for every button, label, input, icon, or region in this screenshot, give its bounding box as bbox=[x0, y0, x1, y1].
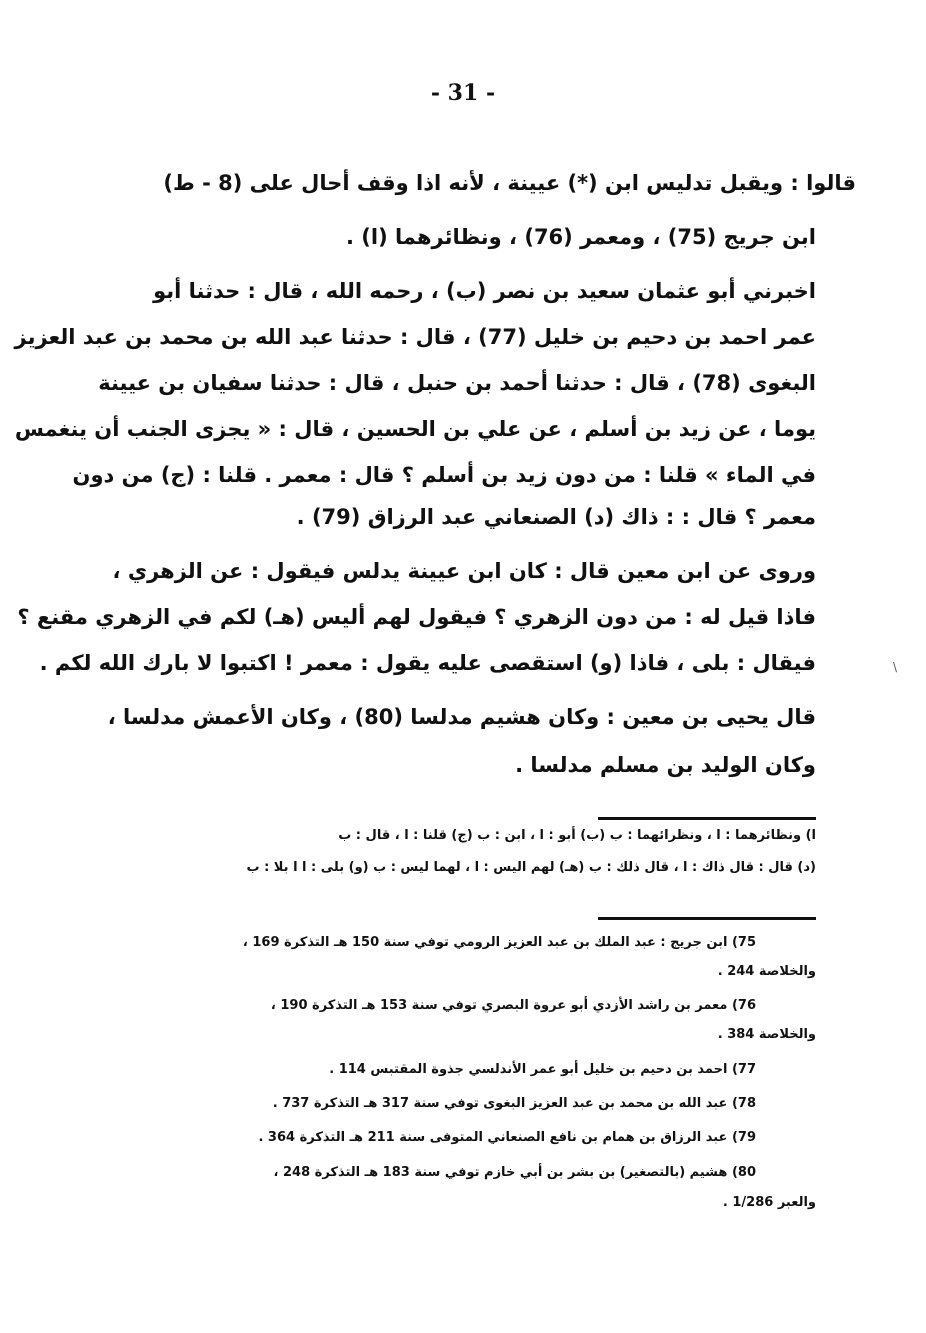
body-line: عمر احمد بن دحيم بن خليل (77) ، قال : حدثنا عبد الله بن محمد بن عبد العزيز bbox=[14, 325, 816, 349]
footnote: 78) عبد الله بن محمد بن عبد العزيز البغوى توفي سنة 317 هـ التذكرة 737 . bbox=[272, 1096, 756, 1111]
page-number: - 31 - bbox=[430, 80, 496, 106]
footnote: والعبر 1/286 . bbox=[722, 1195, 816, 1210]
footnote: 80) هشيم (بالتصغير) بن بشر بن أبي خازم توفي سنة 183 هـ التذكرة 248 ، bbox=[273, 1165, 756, 1180]
margin-mark: \ bbox=[893, 660, 898, 674]
body-line: وروى عن ابن معين قال : كان ابن عيينة يدلس فيقول : عن الزهري ، bbox=[112, 559, 816, 583]
footnote: والخلاصة 384 . bbox=[717, 1027, 816, 1042]
body-line: وكان الوليد بن مسلم مدلسا . bbox=[515, 753, 816, 777]
body-line: قال يحيى بن معين : وكان هشيم مدلسا (80) ، وكان الأعمش مدلسا ، bbox=[107, 705, 816, 729]
body-line: فيقال : بلى ، فاذا (و) استقصى عليه يقول : معمر ! اكتبوا لا بارك الله لكم . bbox=[39, 651, 816, 675]
footnote: 79) عبد الرزاق بن همام بن نافع الصنعاني المتوفى سنة 211 هـ التذكرة 364 . bbox=[258, 1130, 756, 1145]
variant-note: (د) قال : قال ذاك : ا ، قال ذلك : ب (هـ) لهم اليس : ا ، لهما ليس : ب (و) بلى : ا ا بلا : ب bbox=[246, 860, 816, 875]
footnote: 77) احمد بن دحيم بن خليل أبو عمر الأندلسي جذوة المقتبس 114 . bbox=[329, 1062, 756, 1077]
variant-notes-rule bbox=[598, 817, 816, 820]
footnote: والخلاصة 244 . bbox=[717, 964, 816, 979]
body-line: في الماء » قلنا : من دون زيد بن أسلم ؟ قال : معمر . قلنا : (ج) من دون bbox=[72, 463, 816, 487]
variant-note: ا) ونظائرهما : ا ، ونظرائهما : ب (ب) أبو : ا ، ابن : ب (ج) قلنا : ا ، قال : ب bbox=[338, 828, 816, 843]
footnote: 75) ابن جريج : عبد الملك بن عبد العزيز الرومي توفي سنة 150 هـ التذكرة 169 ، bbox=[242, 935, 756, 950]
body-line: يوما ، عن زيد بن أسلم ، عن علي بن الحسين ، قال : « يجزى الجنب أن ينغمس bbox=[14, 417, 816, 441]
body-line: معمر ؟ قال : : ذاك (د) الصنعاني عبد الرزاق (79) . bbox=[296, 505, 816, 529]
footnote: 76) معمر بن راشد الأزدي أبو عروة البصري توفي سنة 153 هـ التذكرة 190 ، bbox=[270, 998, 756, 1013]
footnotes-rule bbox=[598, 917, 816, 920]
body-line: البغوى (78) ، قال : حدثنا أحمد بن حنبل ، قال : حدثنا سفيان بن عيينة bbox=[98, 371, 816, 395]
body-line: فاذا قيل له : من دون الزهري ؟ فيقول لهم أليس (هـ) لكم في الزهري مقنع ؟ bbox=[17, 605, 816, 629]
body-line: اخبرني أبو عثمان سعيد بن نصر (ب) ، رحمه الله ، قال : حدثنا أبو bbox=[153, 279, 816, 303]
body-line: ابن جريج (75) ، ومعمر (76) ، ونظائرهما (ا) . bbox=[345, 225, 816, 249]
body-line: قالوا : ويقبل تدليس ابن (*) عيينة ، لأنه اذا وقف أحال على (8 - ط) bbox=[163, 171, 856, 195]
